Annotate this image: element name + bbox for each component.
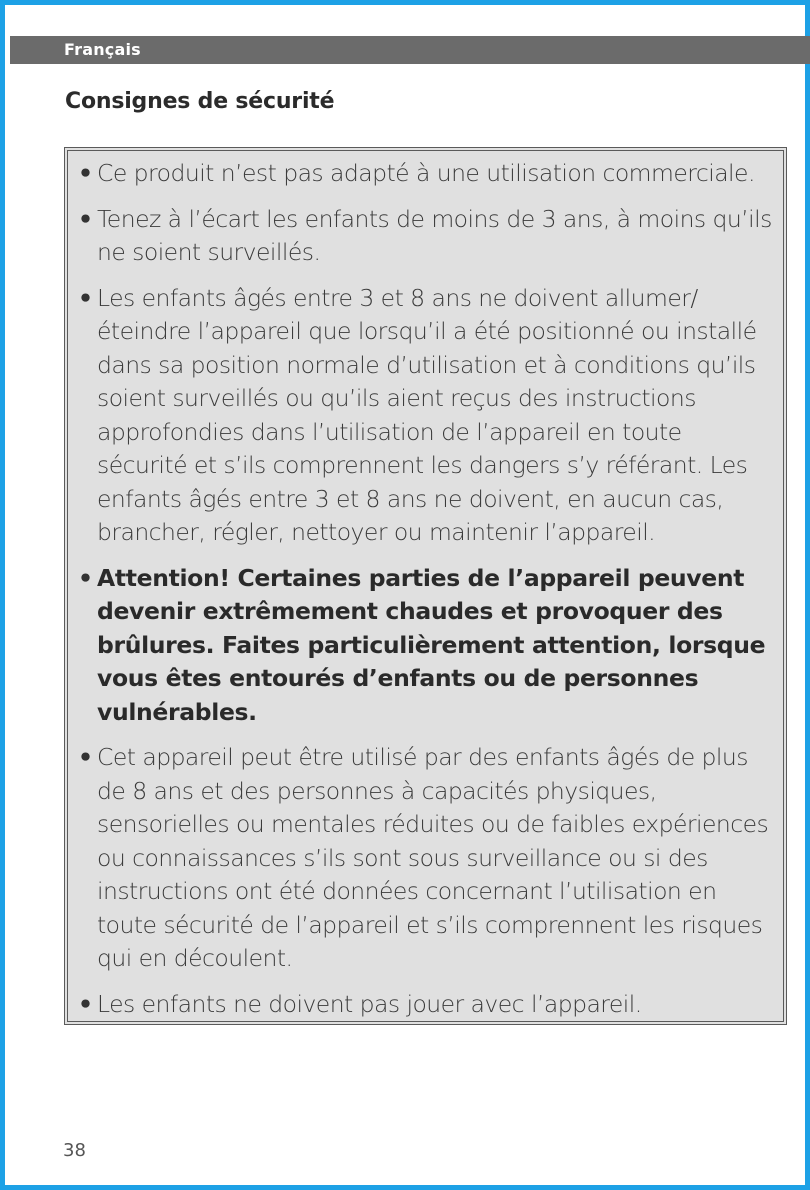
safety-warning-text: Attention! Certaines parties de l’appareil peuvent devenir extrêmement chaudes et provoquer des brûlures. Faites particulièrement attention, lorsque vous êtes entourés d’enfants ou de personnes vulnérables.: [97, 563, 766, 726]
bullet-icon: •: [78, 743, 93, 771]
section-title: Consignes de sécurité: [65, 89, 335, 114]
language-header: Français: [10, 36, 810, 64]
safety-item: [78, 741, 778, 976]
bullet-icon: •: [78, 204, 93, 233]
safety-item-text: Tenez à l’écart les enfants de moins de 3 ans, à moins qu’ils ne soient surveillés.: [97, 204, 772, 266]
safety-item: [78, 203, 778, 270]
bullet-icon: •: [78, 563, 93, 592]
safety-item-text: Les enfants âgés entre 3 et 8 ans ne doivent allumer/ éteindre l’appareil que lorsqu’il a été positionné ou installé dans sa position normale d’utilisation et à conditions qu’ils soient surveillés ou qu’ils aient reçus des instructions approfondies dans l’utilisation de l’appareil en toute sécurité et s’ils comprennent les dangers s’y référant. Les enfants âgés entre 3 et 8 ans ne doivent, en aucun cas, brancher, régler, nettoyer ou maintenir l’appareil.: [97, 283, 757, 546]
bullet-icon: •: [78, 283, 93, 312]
bullet-icon: •: [78, 989, 93, 1018]
safety-instructions-box: [64, 147, 787, 1025]
safety-item: [78, 157, 778, 191]
bullet-icon: •: [78, 159, 93, 187]
safety-item: [78, 282, 778, 550]
safety-list: [78, 157, 778, 1033]
safety-item-text: Les enfants ne doivent pas jouer avec l’appareil.: [97, 989, 642, 1018]
safety-item: [78, 988, 778, 1022]
safety-warning-item: [78, 562, 778, 730]
safety-item-text: Cet appareil peut être utilisé par des enfants âgés de plus de 8 ans et des personnes à capacités physiques, sensorielles ou mentales réduites ou de faibles expériences ou connaissances s’ils sont sous surveillance ou si des instructions ont été données concernant l’utilisation en toute sécurité de l’appareil et s’ils comprennent les risques qui en découlent.: [97, 743, 769, 972]
page-number: 38: [63, 1140, 86, 1161]
safety-item-text: Ce produit n’est pas adapté à une utilisation commerciale.: [97, 159, 755, 187]
